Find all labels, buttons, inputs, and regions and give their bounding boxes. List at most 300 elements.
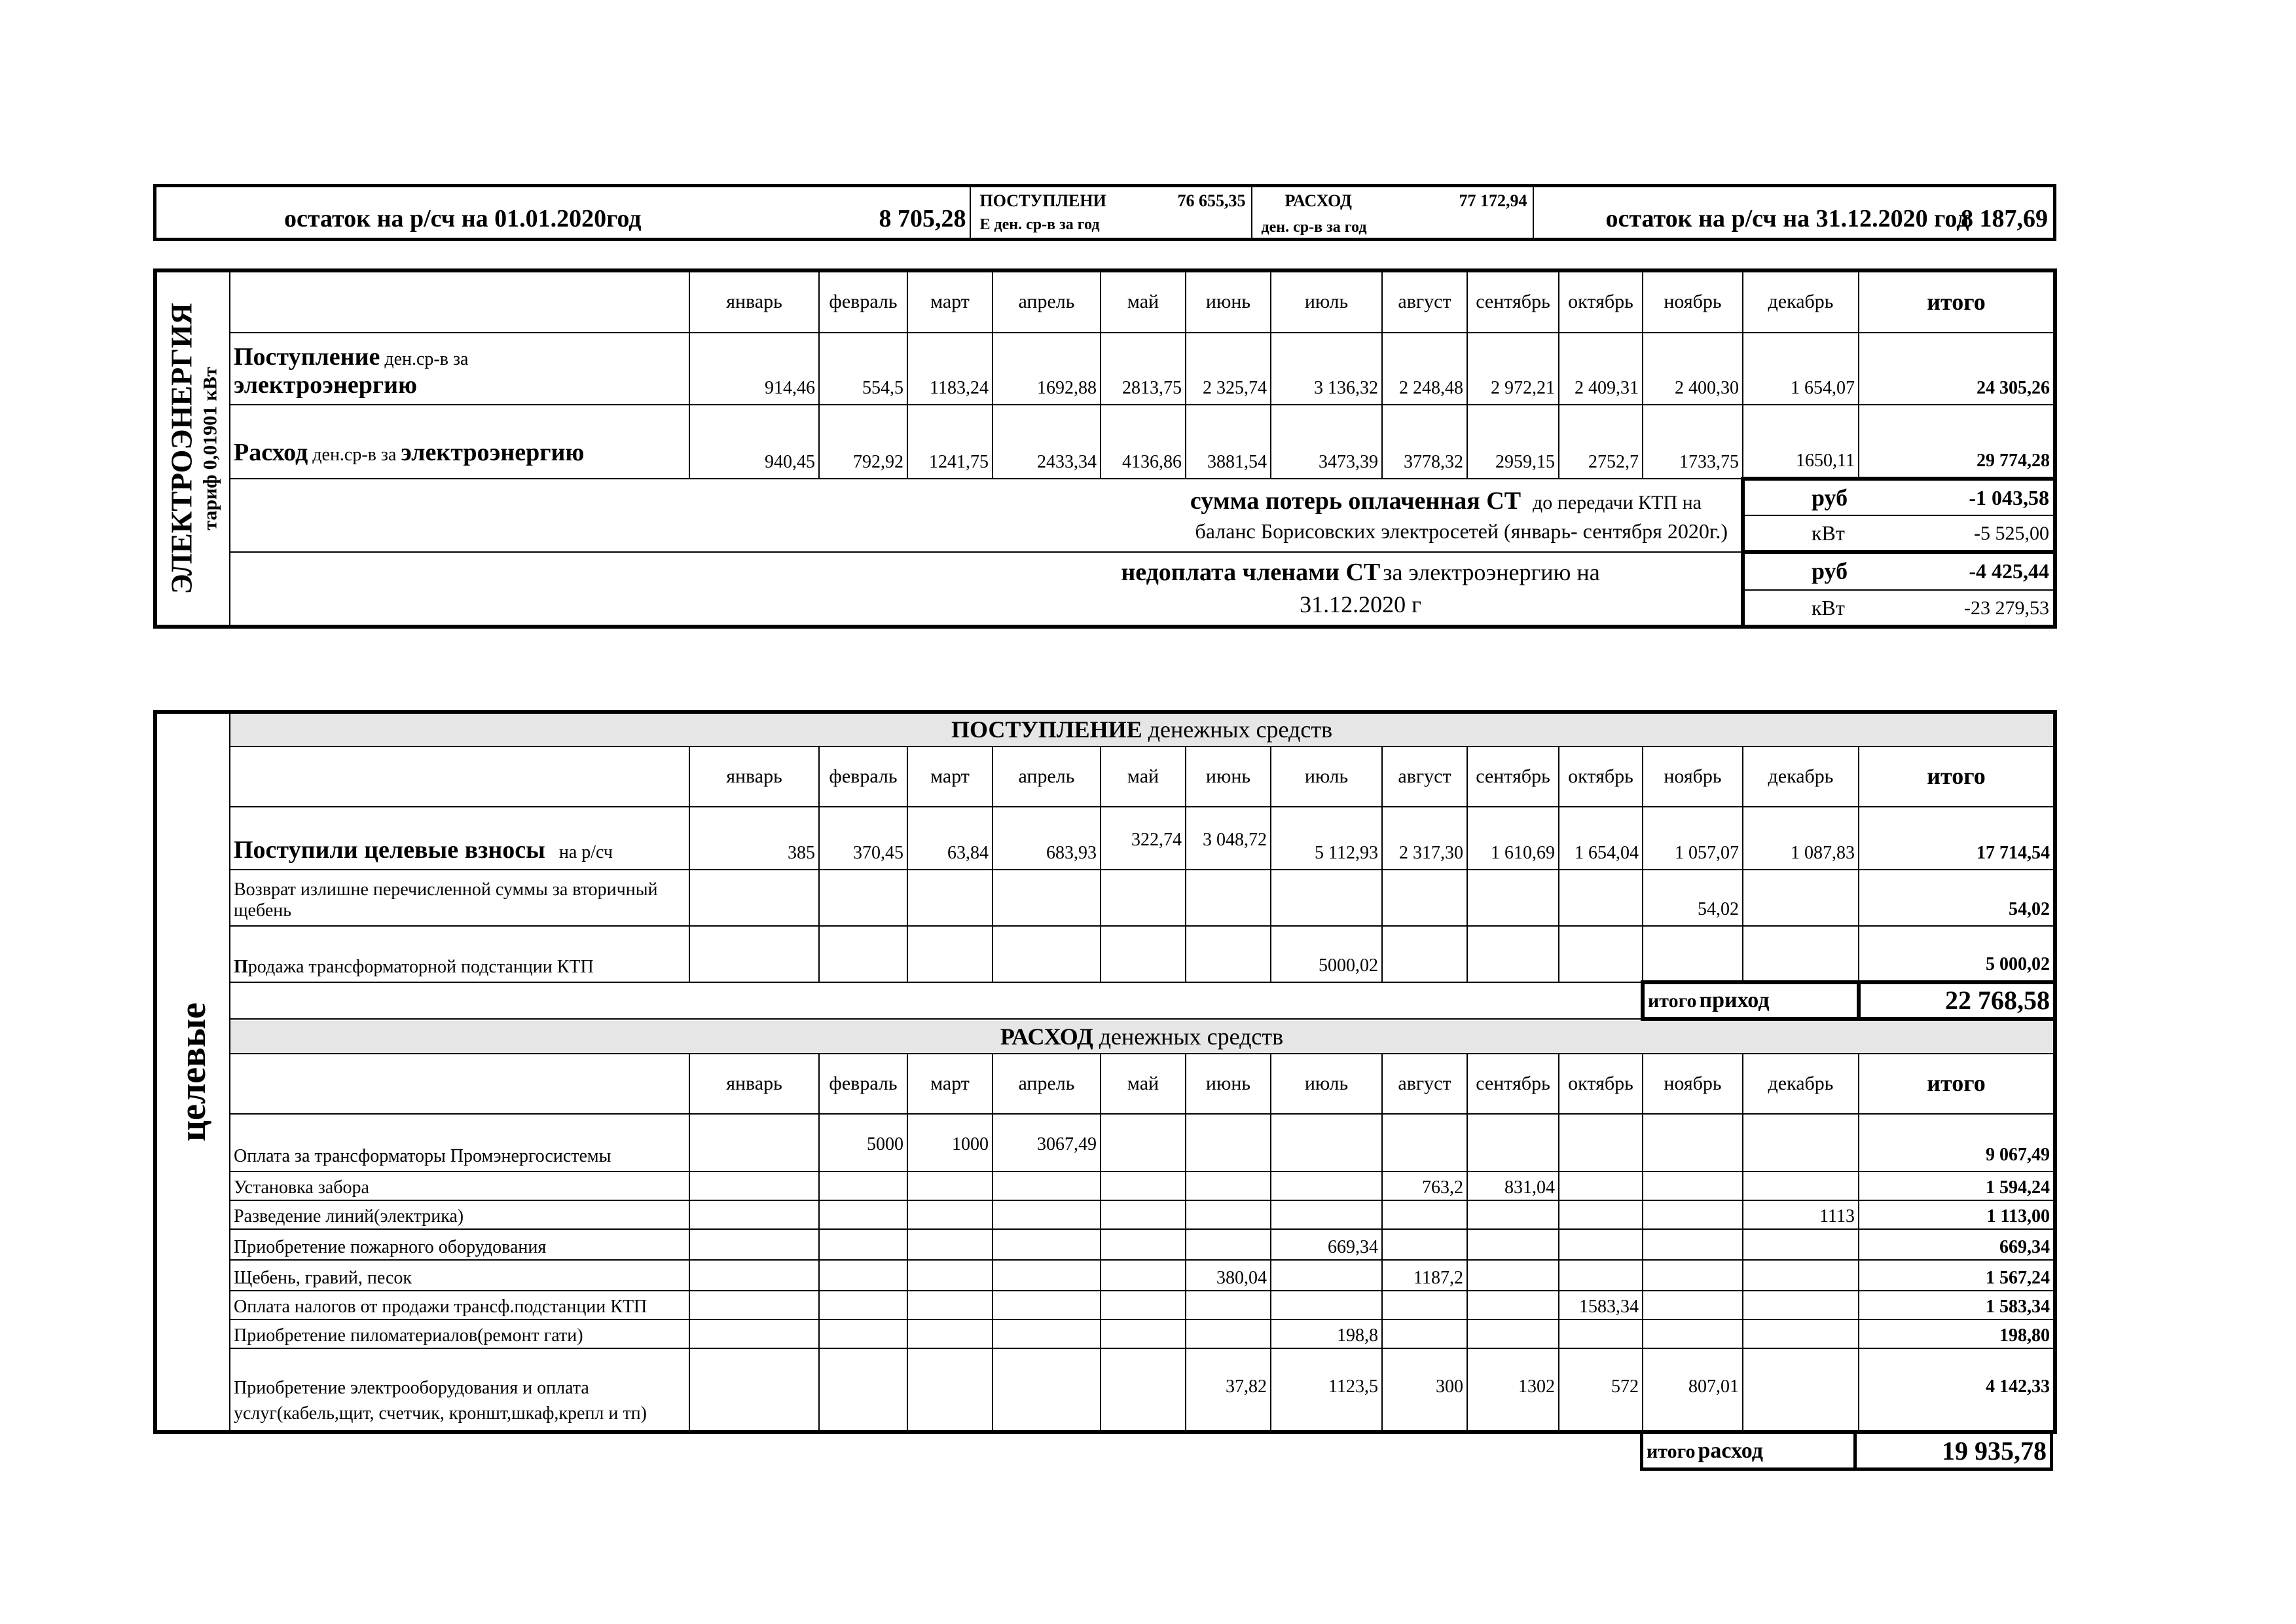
value-cell (689, 870, 819, 926)
value-cell (1186, 1320, 1271, 1348)
value-cell (689, 1114, 819, 1172)
value-cell (819, 1172, 907, 1200)
value-cell (1271, 1172, 1382, 1200)
month-header: март (907, 1054, 993, 1114)
value-cell (907, 1348, 993, 1432)
label-bold: П (234, 956, 248, 977)
end-balance-label: остаток на р/сч на 31.12.2020 год (1605, 205, 1969, 233)
year-income-value: 76 655,35 (1177, 191, 1246, 210)
value-cell: 1187,2 (1382, 1260, 1467, 1291)
value-cell (1743, 1348, 1859, 1432)
value-cell (1559, 1320, 1643, 1348)
month-header: май (1101, 1054, 1186, 1114)
value-cell: 5000,02 (1271, 926, 1382, 982)
value-cell (1382, 1114, 1467, 1172)
income-header-rest: денежных средств (1148, 716, 1333, 743)
table-row (155, 870, 2055, 926)
row-label: Приобретение пиломатериалов(ремонт гати) (230, 1320, 689, 1348)
month-header: октябрь (1559, 1054, 1643, 1114)
loss-text-2: баланс Борисовских электросетей (январь- сентября 2020г.) (1195, 519, 1728, 544)
table-row (155, 1291, 2055, 1320)
start-balance-cell (155, 186, 816, 240)
value-cell (1559, 926, 1643, 982)
header-blank (230, 270, 689, 333)
total-header: итого (1859, 747, 2055, 807)
month-header: июль (1271, 1054, 1382, 1114)
underpay-text-cell (230, 552, 1743, 627)
label-small: на р/сч (558, 842, 613, 863)
value-cell: 792,92 (819, 405, 907, 479)
underpay-text-1: за электроэнергию на (1383, 559, 1600, 586)
month-header: декабрь (1743, 747, 1859, 807)
total-cell: 4 142,33 (1859, 1348, 2055, 1432)
loss-unit-rub: руб (1812, 485, 1848, 511)
total-cell: 24 305,26 (1859, 333, 2055, 405)
value-cell (819, 1260, 907, 1291)
value-cell: 1583,34 (1559, 1291, 1643, 1320)
month-header: декабрь (1743, 270, 1859, 333)
value-cell (1271, 1291, 1382, 1320)
month-header: февраль (819, 1054, 907, 1114)
value-cell (689, 1172, 819, 1200)
row-label: Щебень, гравий, песок (230, 1260, 689, 1291)
row-label: Разведение линий(электрика) (230, 1200, 689, 1229)
value-cell: 1302 (1467, 1348, 1559, 1432)
loss-value-rub: -1 043,58 (1969, 486, 2049, 509)
value-cell (689, 1229, 819, 1260)
year-income-label-1: ПОСТУПЛЕНИ (979, 191, 1106, 210)
month-header: июнь (1186, 270, 1271, 333)
expense-total-row (1642, 1433, 2052, 1469)
value-cell: 807,01 (1643, 1348, 1743, 1432)
value-cell (1467, 926, 1559, 982)
loss-bold: сумма потерь оплаченная СТ (1190, 487, 1522, 515)
value-cell: 300 (1382, 1348, 1467, 1432)
start-balance-label: остаток на р/сч на 01.01.2020год (284, 205, 642, 233)
month-header: декабрь (1743, 1054, 1859, 1114)
row-label: Возврат излишне перечисленной суммы за вторичный щебень (230, 870, 689, 926)
value-cell (819, 1348, 907, 1432)
year-income-cell (970, 186, 1252, 240)
label-bold-2: электроэнергию (401, 439, 585, 467)
value-cell (819, 1320, 907, 1348)
year-expense-cell (1252, 186, 1533, 240)
value-cell (1271, 1260, 1382, 1291)
month-header: апрель (993, 1054, 1101, 1114)
month-header: июнь (1186, 1054, 1271, 1114)
value-cell (1643, 1114, 1743, 1172)
value-cell (689, 1291, 819, 1320)
value-cell: 3473,39 (1271, 405, 1382, 479)
table-row (155, 1200, 2055, 1229)
income-total-value: 22 768,58 (1859, 982, 2055, 1019)
value-cell (1559, 1229, 1643, 1260)
label-small: ден.ср-в за (312, 445, 397, 466)
row-label: Установка забора (230, 1172, 689, 1200)
expense-section-header (230, 1019, 2055, 1054)
row-label (230, 333, 689, 405)
value-cell (1186, 1229, 1271, 1260)
value-cell (1101, 870, 1186, 926)
value-cell (1186, 870, 1271, 926)
value-cell: 4136,86 (1101, 405, 1186, 479)
total-header: итого (1859, 1054, 2055, 1114)
underpay-value-kw: -23 279,53 (1964, 597, 2049, 619)
value-cell (1643, 1320, 1743, 1348)
value-cell (907, 1291, 993, 1320)
value-cell: 1 087,83 (1743, 807, 1859, 870)
row-label (230, 405, 689, 479)
value-cell: 2433,34 (993, 405, 1101, 479)
row-label (230, 926, 689, 982)
expense-total-label-small: итого (1647, 1440, 1696, 1462)
table-row (155, 1260, 2055, 1291)
row-label (230, 807, 689, 870)
underpay-units-cell (1743, 552, 2055, 627)
value-cell (819, 1229, 907, 1260)
loss-value-kw: -5 525,00 (1974, 523, 2049, 544)
label-bold: Поступление (234, 342, 380, 371)
month-header: сентябрь (1467, 747, 1559, 807)
month-header: август (1382, 747, 1467, 807)
electricity-title: ЭЛЕКТРОЭНЕРГИЯ (164, 303, 198, 595)
loss-text-1: до передачи КТП на (1533, 491, 1702, 513)
value-cell: 763,2 (1382, 1172, 1467, 1200)
value-cell (1271, 870, 1382, 926)
month-header: ноябрь (1643, 1054, 1743, 1114)
start-balance-value: 8 705,28 (816, 186, 970, 240)
table-row (155, 926, 2055, 982)
value-cell: 380,04 (1186, 1260, 1271, 1291)
table-row (155, 807, 2055, 870)
electricity-side-label (155, 270, 230, 627)
month-header: апрель (993, 747, 1101, 807)
total-cell: 1 583,34 (1859, 1291, 2055, 1320)
value-cell: 3 136,32 (1271, 333, 1382, 405)
value-cell (907, 1320, 993, 1348)
value-cell (907, 1260, 993, 1291)
expense-total-value: 19 935,78 (1855, 1433, 2052, 1469)
total-cell: 54,02 (1859, 870, 2055, 926)
electricity-table (153, 268, 2057, 629)
underpay-unit-kw: кВт (1812, 596, 1845, 619)
value-cell (1467, 1200, 1559, 1229)
expense-total-label (1642, 1433, 1855, 1469)
electricity-income-row (155, 333, 2055, 405)
table-row (155, 1172, 2055, 1200)
month-header: ноябрь (1643, 270, 1743, 333)
value-cell: 63,84 (907, 807, 993, 870)
value-cell (1467, 1114, 1559, 1172)
value-cell (993, 1200, 1101, 1229)
month-header: март (907, 747, 993, 807)
value-cell (1559, 1260, 1643, 1291)
income-section-header (230, 712, 2055, 747)
label-rest: родажа трансформаторной подстанции КТП (247, 956, 594, 977)
value-cell: 572 (1559, 1348, 1643, 1432)
value-cell (819, 926, 907, 982)
value-cell (1643, 1291, 1743, 1320)
year-expense-value: 77 172,94 (1459, 191, 1527, 210)
income-total-label (1643, 982, 1859, 1019)
value-cell (1643, 926, 1743, 982)
expense-header-rest: денежных средств (1099, 1023, 1284, 1050)
value-cell (993, 1348, 1101, 1432)
value-cell (1643, 1200, 1743, 1229)
value-cell: 3778,32 (1382, 405, 1467, 479)
income-total-label-main: приход (1699, 988, 1770, 1013)
label-bold: Поступили целевые взносы (234, 836, 545, 864)
value-cell: 2 248,48 (1382, 333, 1467, 405)
value-cell (1101, 1229, 1186, 1260)
expense-total-table (1640, 1431, 2053, 1471)
loss-unit-kw: кВт (1812, 521, 1845, 545)
value-cell: 2752,7 (1559, 405, 1643, 479)
value-cell: 1650,11 (1743, 405, 1859, 479)
row-label: Оплата за трансформаторы Промэнергосистемы (230, 1114, 689, 1172)
value-cell (1743, 870, 1859, 926)
value-cell (993, 1260, 1101, 1291)
month-header: январь (689, 747, 819, 807)
month-header: апрель (993, 270, 1101, 333)
underpay-text-2: 31.12.2020 г (1300, 591, 1421, 618)
blank-cell (230, 982, 1643, 1019)
total-cell: 9 067,49 (1859, 1114, 2055, 1172)
value-cell (1382, 870, 1467, 926)
total-header: итого (1859, 270, 2055, 333)
total-cell: 5 000,02 (1859, 926, 2055, 982)
value-cell: 1733,75 (1643, 405, 1743, 479)
target-side-label (155, 712, 230, 1432)
value-cell (993, 1229, 1101, 1260)
value-cell (1743, 926, 1859, 982)
value-cell (1467, 1320, 1559, 1348)
row-label: Оплата налогов от продажи трансф.подстанции КТП (230, 1291, 689, 1320)
value-cell (1271, 1200, 1382, 1229)
value-cell (1382, 1200, 1467, 1229)
value-cell (1101, 1200, 1186, 1229)
value-cell: 1 057,07 (1643, 807, 1743, 870)
value-cell: 1692,88 (993, 333, 1101, 405)
value-cell (1743, 1320, 1859, 1348)
value-cell: 3067,49 (993, 1114, 1101, 1172)
expense-total-label-main: расход (1698, 1438, 1763, 1463)
value-cell (689, 1200, 819, 1229)
month-header: март (907, 270, 993, 333)
total-cell: 29 774,28 (1859, 405, 2055, 479)
loss-text-cell (230, 479, 1743, 552)
underpay-value-rub: -4 425,44 (1969, 559, 2049, 583)
electricity-expense-row (155, 405, 2055, 479)
value-cell (1101, 1172, 1186, 1200)
month-header: июль (1271, 747, 1382, 807)
value-cell (1559, 1114, 1643, 1172)
value-cell: 370,45 (819, 807, 907, 870)
month-header: сентябрь (1467, 270, 1559, 333)
month-header: октябрь (1559, 270, 1643, 333)
month-header: октябрь (1559, 747, 1643, 807)
value-cell: 1183,24 (907, 333, 993, 405)
table-row (155, 1114, 2055, 1172)
value-cell (689, 1348, 819, 1432)
value-cell (1382, 1320, 1467, 1348)
value-cell (1186, 1200, 1271, 1229)
value-cell: 554,5 (819, 333, 907, 405)
underpay-bold: недоплата членами СТ (1121, 559, 1381, 587)
value-cell: 2 409,31 (1559, 333, 1643, 405)
value-cell: 2959,15 (1467, 405, 1559, 479)
value-cell (819, 1291, 907, 1320)
month-header: январь (689, 270, 819, 333)
value-cell (1467, 1291, 1559, 1320)
value-cell: 2 400,30 (1643, 333, 1743, 405)
month-header: июль (1271, 270, 1382, 333)
value-cell: 54,02 (1643, 870, 1743, 926)
value-cell (1743, 1229, 1859, 1260)
value-cell: 1241,75 (907, 405, 993, 479)
value-cell (1467, 1229, 1559, 1260)
value-cell (1559, 1200, 1643, 1229)
value-cell (1271, 1114, 1382, 1172)
income-total-row (155, 982, 2055, 1019)
value-cell: 5000 (819, 1114, 907, 1172)
expense-header-bold: РАСХОД (1000, 1023, 1093, 1050)
total-cell: 198,80 (1859, 1320, 2055, 1348)
value-cell (907, 926, 993, 982)
total-cell: 1 113,00 (1859, 1200, 2055, 1229)
electricity-tariff: тариф 0,01901 кВт (199, 367, 221, 530)
month-header: июнь (1186, 747, 1271, 807)
value-cell (819, 1200, 907, 1229)
value-cell (1743, 1114, 1859, 1172)
table-row (155, 1320, 2055, 1348)
loss-row (155, 479, 2055, 552)
year-income-label-2: Е ден. ср-в за год (979, 216, 1100, 233)
value-cell: 3881,54 (1186, 405, 1271, 479)
value-cell: 37,82 (1186, 1348, 1271, 1432)
value-cell (1559, 870, 1643, 926)
value-cell (1382, 1229, 1467, 1260)
income-total-label-small: итого (1648, 990, 1697, 1012)
table-row (155, 1348, 2055, 1432)
value-cell (1186, 926, 1271, 982)
value-cell (1186, 1172, 1271, 1200)
label-bold: Расход (234, 439, 308, 467)
target-title: целевые (172, 1002, 213, 1142)
month-header: ноябрь (1643, 747, 1743, 807)
value-cell (993, 1320, 1101, 1348)
total-cell: 1 594,24 (1859, 1172, 2055, 1200)
value-cell: 683,93 (993, 807, 1101, 870)
value-cell (1101, 1291, 1186, 1320)
value-cell (819, 870, 907, 926)
value-cell (1467, 1260, 1559, 1291)
summary-table (153, 184, 2056, 241)
value-cell (1186, 1114, 1271, 1172)
value-cell (1643, 1172, 1743, 1200)
end-balance-value: 8 187,69 (1961, 205, 2048, 233)
year-expense-label-1: РАСХОД (1285, 191, 1352, 210)
target-funds-table (153, 710, 2057, 1434)
table-row (155, 1229, 2055, 1260)
value-cell (1101, 1260, 1186, 1291)
value-cell (689, 926, 819, 982)
value-cell: 5 112,93 (1271, 807, 1382, 870)
value-cell (1643, 1260, 1743, 1291)
value-cell (907, 1172, 993, 1200)
underpay-unit-rub: руб (1812, 558, 1848, 584)
value-cell (907, 870, 993, 926)
value-cell (1743, 1291, 1859, 1320)
underpay-row (155, 552, 2055, 627)
label-bold-2: электроэнергию (234, 371, 418, 399)
month-header: май (1101, 747, 1186, 807)
month-header: сентябрь (1467, 1054, 1559, 1114)
value-cell: 1 654,07 (1743, 333, 1859, 405)
value-cell: 198,8 (1271, 1320, 1382, 1348)
year-expense-label-2: ден. ср-в за год (1261, 219, 1367, 236)
value-cell: 1113 (1743, 1200, 1859, 1229)
value-cell (689, 1260, 819, 1291)
value-cell (1643, 1229, 1743, 1260)
label-small: ден.ср-в за (384, 348, 469, 369)
value-cell: 2 325,74 (1186, 333, 1271, 405)
month-header: август (1382, 1054, 1467, 1114)
value-cell: 322,74 (1101, 807, 1186, 870)
total-cell: 17 714,54 (1859, 807, 2055, 870)
value-cell: 1 654,04 (1559, 807, 1643, 870)
month-header: февраль (819, 747, 907, 807)
total-cell: 1 567,24 (1859, 1260, 2055, 1291)
value-cell (1467, 870, 1559, 926)
row-label: Приобретение электрооборудования и оплата услуг(кабель,щит, счетчик, кроншт,шкаф,крепл и тп) (230, 1348, 689, 1432)
month-header: февраль (819, 270, 907, 333)
value-cell (1382, 1291, 1467, 1320)
row-label: Приобретение пожарного оборудования (230, 1229, 689, 1260)
value-cell (1743, 1260, 1859, 1291)
value-cell (993, 926, 1101, 982)
value-cell: 2 317,30 (1382, 807, 1467, 870)
header-blank (230, 1054, 689, 1114)
month-header: август (1382, 270, 1467, 333)
month-header: январь (689, 1054, 819, 1114)
value-cell (993, 1172, 1101, 1200)
value-cell: 1 610,69 (1467, 807, 1559, 870)
value-cell: 669,34 (1271, 1229, 1382, 1260)
value-cell (993, 1291, 1101, 1320)
value-cell: 914,46 (689, 333, 819, 405)
value-cell: 3 048,72 (1186, 807, 1271, 870)
value-cell: 385 (689, 807, 819, 870)
value-cell (907, 1229, 993, 1260)
value-cell (1743, 1172, 1859, 1200)
income-header-bold: ПОСТУПЛЕНИЕ (951, 716, 1142, 743)
value-cell: 2 972,21 (1467, 333, 1559, 405)
value-cell (689, 1320, 819, 1348)
value-cell: 2813,75 (1101, 333, 1186, 405)
total-cell: 669,34 (1859, 1229, 2055, 1260)
value-cell (1186, 1291, 1271, 1320)
value-cell (1382, 926, 1467, 982)
value-cell: 1000 (907, 1114, 993, 1172)
value-cell (1101, 1114, 1186, 1172)
value-cell: 1123,5 (1271, 1348, 1382, 1432)
header-blank (230, 747, 689, 807)
end-balance-cell (1533, 186, 2055, 240)
value-cell (1101, 1348, 1186, 1432)
value-cell: 940,45 (689, 405, 819, 479)
value-cell: 831,04 (1467, 1172, 1559, 1200)
